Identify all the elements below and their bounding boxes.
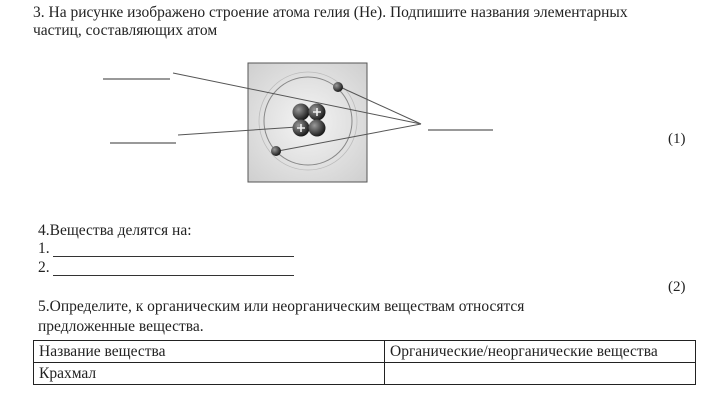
- task4-item2-num: 2.: [38, 259, 50, 276]
- table-cell-answer[interactable]: [385, 363, 696, 385]
- task3-line1: 3. На рисунке изображено строение атома гелия (He). Подпишите названия элементарных: [33, 4, 628, 21]
- electron: [271, 146, 281, 156]
- task5-line1: 5.Определите, к органическим или неорганическим веществам относятся: [38, 298, 525, 315]
- task4-title: 4.Вещества делятся на:: [38, 222, 192, 239]
- table-header-cell: Органические/неорганические вещества: [385, 341, 696, 363]
- task5-line2: предложенные вещества.: [38, 318, 204, 335]
- task4-answer2-field[interactable]: [53, 275, 294, 276]
- task4-item1-num: 1.: [38, 240, 50, 257]
- neutron: [309, 120, 326, 137]
- neutron: [293, 104, 310, 121]
- atom-frame: [248, 63, 367, 182]
- task4-points: (2): [668, 279, 686, 295]
- electron: [333, 82, 343, 92]
- task3-points: (1): [668, 131, 686, 147]
- table-header-row: [34, 341, 696, 363]
- substances-table: [33, 340, 696, 385]
- task3-line2: частиц, составляющих атом: [33, 22, 218, 39]
- task4-answer1-field[interactable]: [53, 256, 294, 257]
- table-header-cell: Название вещества: [34, 341, 385, 363]
- helium-atom-diagram: [0, 55, 520, 185]
- table-cell-substance: Крахмал: [34, 363, 385, 385]
- table-row: [34, 363, 696, 385]
